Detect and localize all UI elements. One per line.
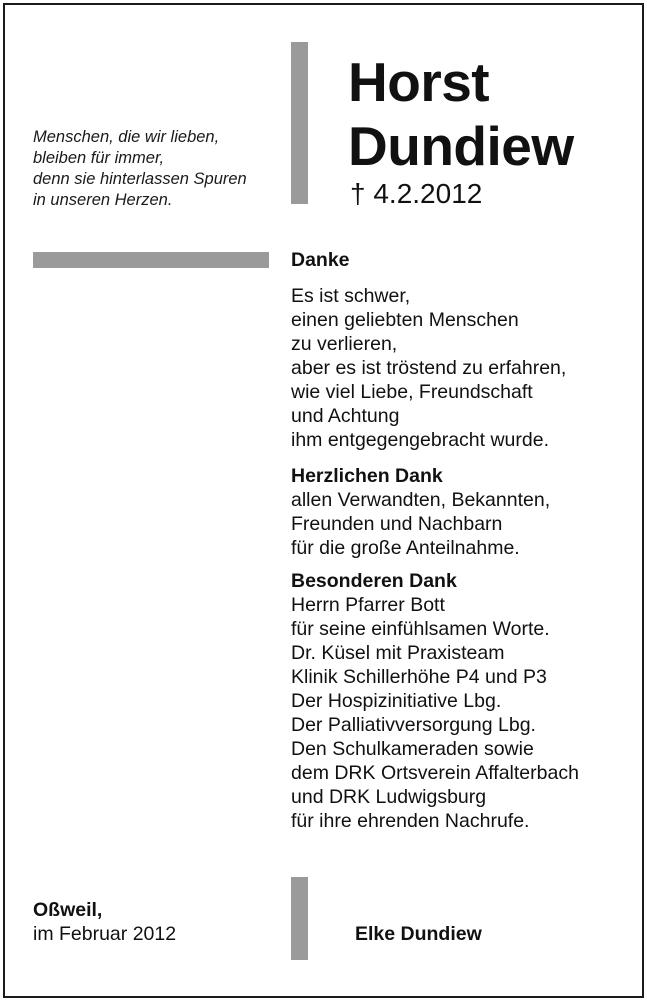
heartfelt-line: allen Verwandten, Bekannten, [291, 489, 551, 511]
heartfelt-line: Freunden und Nachbarn [291, 513, 503, 535]
bottom-vertical-bar [291, 877, 308, 960]
special-line: Der Hospizinitiative Lbg. [291, 690, 502, 712]
thanks-heading: Danke [291, 249, 350, 271]
death-date: † 4.2.2012 [350, 178, 483, 209]
quote-line: bleiben für immer, [33, 149, 165, 167]
thanks-line: ihm entgegengebracht wurde. [291, 429, 550, 451]
thanks-line: Es ist schwer, [291, 285, 411, 307]
quote-line: in unseren Herzen. [33, 191, 173, 209]
thanks-line: und Achtung [291, 405, 400, 427]
special-line: für seine einfühlsamen Worte. [291, 618, 550, 640]
first-name: Horst [348, 51, 490, 113]
special-line: Den Schulkameraden sowie [291, 738, 534, 760]
top-vertical-bar [291, 42, 308, 204]
date: im Februar 2012 [33, 923, 177, 945]
special-line: dem DRK Ortsverein Affalterbach [291, 762, 579, 784]
special-line: Herrn Pfarrer Bott [291, 594, 445, 616]
heartfelt-heading: Herzlichen Dank [291, 465, 443, 487]
special-line: und DRK Ludwigsburg [291, 786, 487, 808]
place: Oßweil, [33, 899, 103, 921]
special-line: Klinik Schillerhöhe P4 und P3 [291, 666, 547, 688]
thanks-section [291, 248, 631, 452]
special-heading: Besonderen Dank [291, 570, 457, 592]
deceased-name [348, 50, 574, 178]
memorial-quote [33, 127, 283, 211]
last-name: Dundiew [348, 115, 574, 177]
quote-line: Menschen, die wir lieben, [33, 128, 220, 146]
thanks-text [291, 248, 631, 833]
signature: Elke Dundiew [355, 923, 482, 945]
special-section [291, 569, 631, 833]
special-line: für ihre ehrenden Nachrufe. [291, 810, 530, 832]
horizontal-bar [33, 252, 269, 268]
thanks-line: aber es ist tröstend zu erfahren, [291, 357, 567, 379]
heartfelt-section [291, 464, 631, 560]
thanks-line: zu verlieren, [291, 333, 398, 355]
thanks-line: einen geliebten Menschen [291, 309, 519, 331]
special-line: Der Palliativversorgung Lbg. [291, 714, 536, 736]
place-and-date [33, 898, 176, 946]
thanks-line: wie viel Liebe, Freundschaft [291, 381, 533, 403]
quote-line: denn sie hinterlassen Spuren [33, 170, 247, 188]
heartfelt-line: für die große Anteilnahme. [291, 537, 520, 559]
special-line: Dr. Küsel mit Praxisteam [291, 642, 505, 664]
